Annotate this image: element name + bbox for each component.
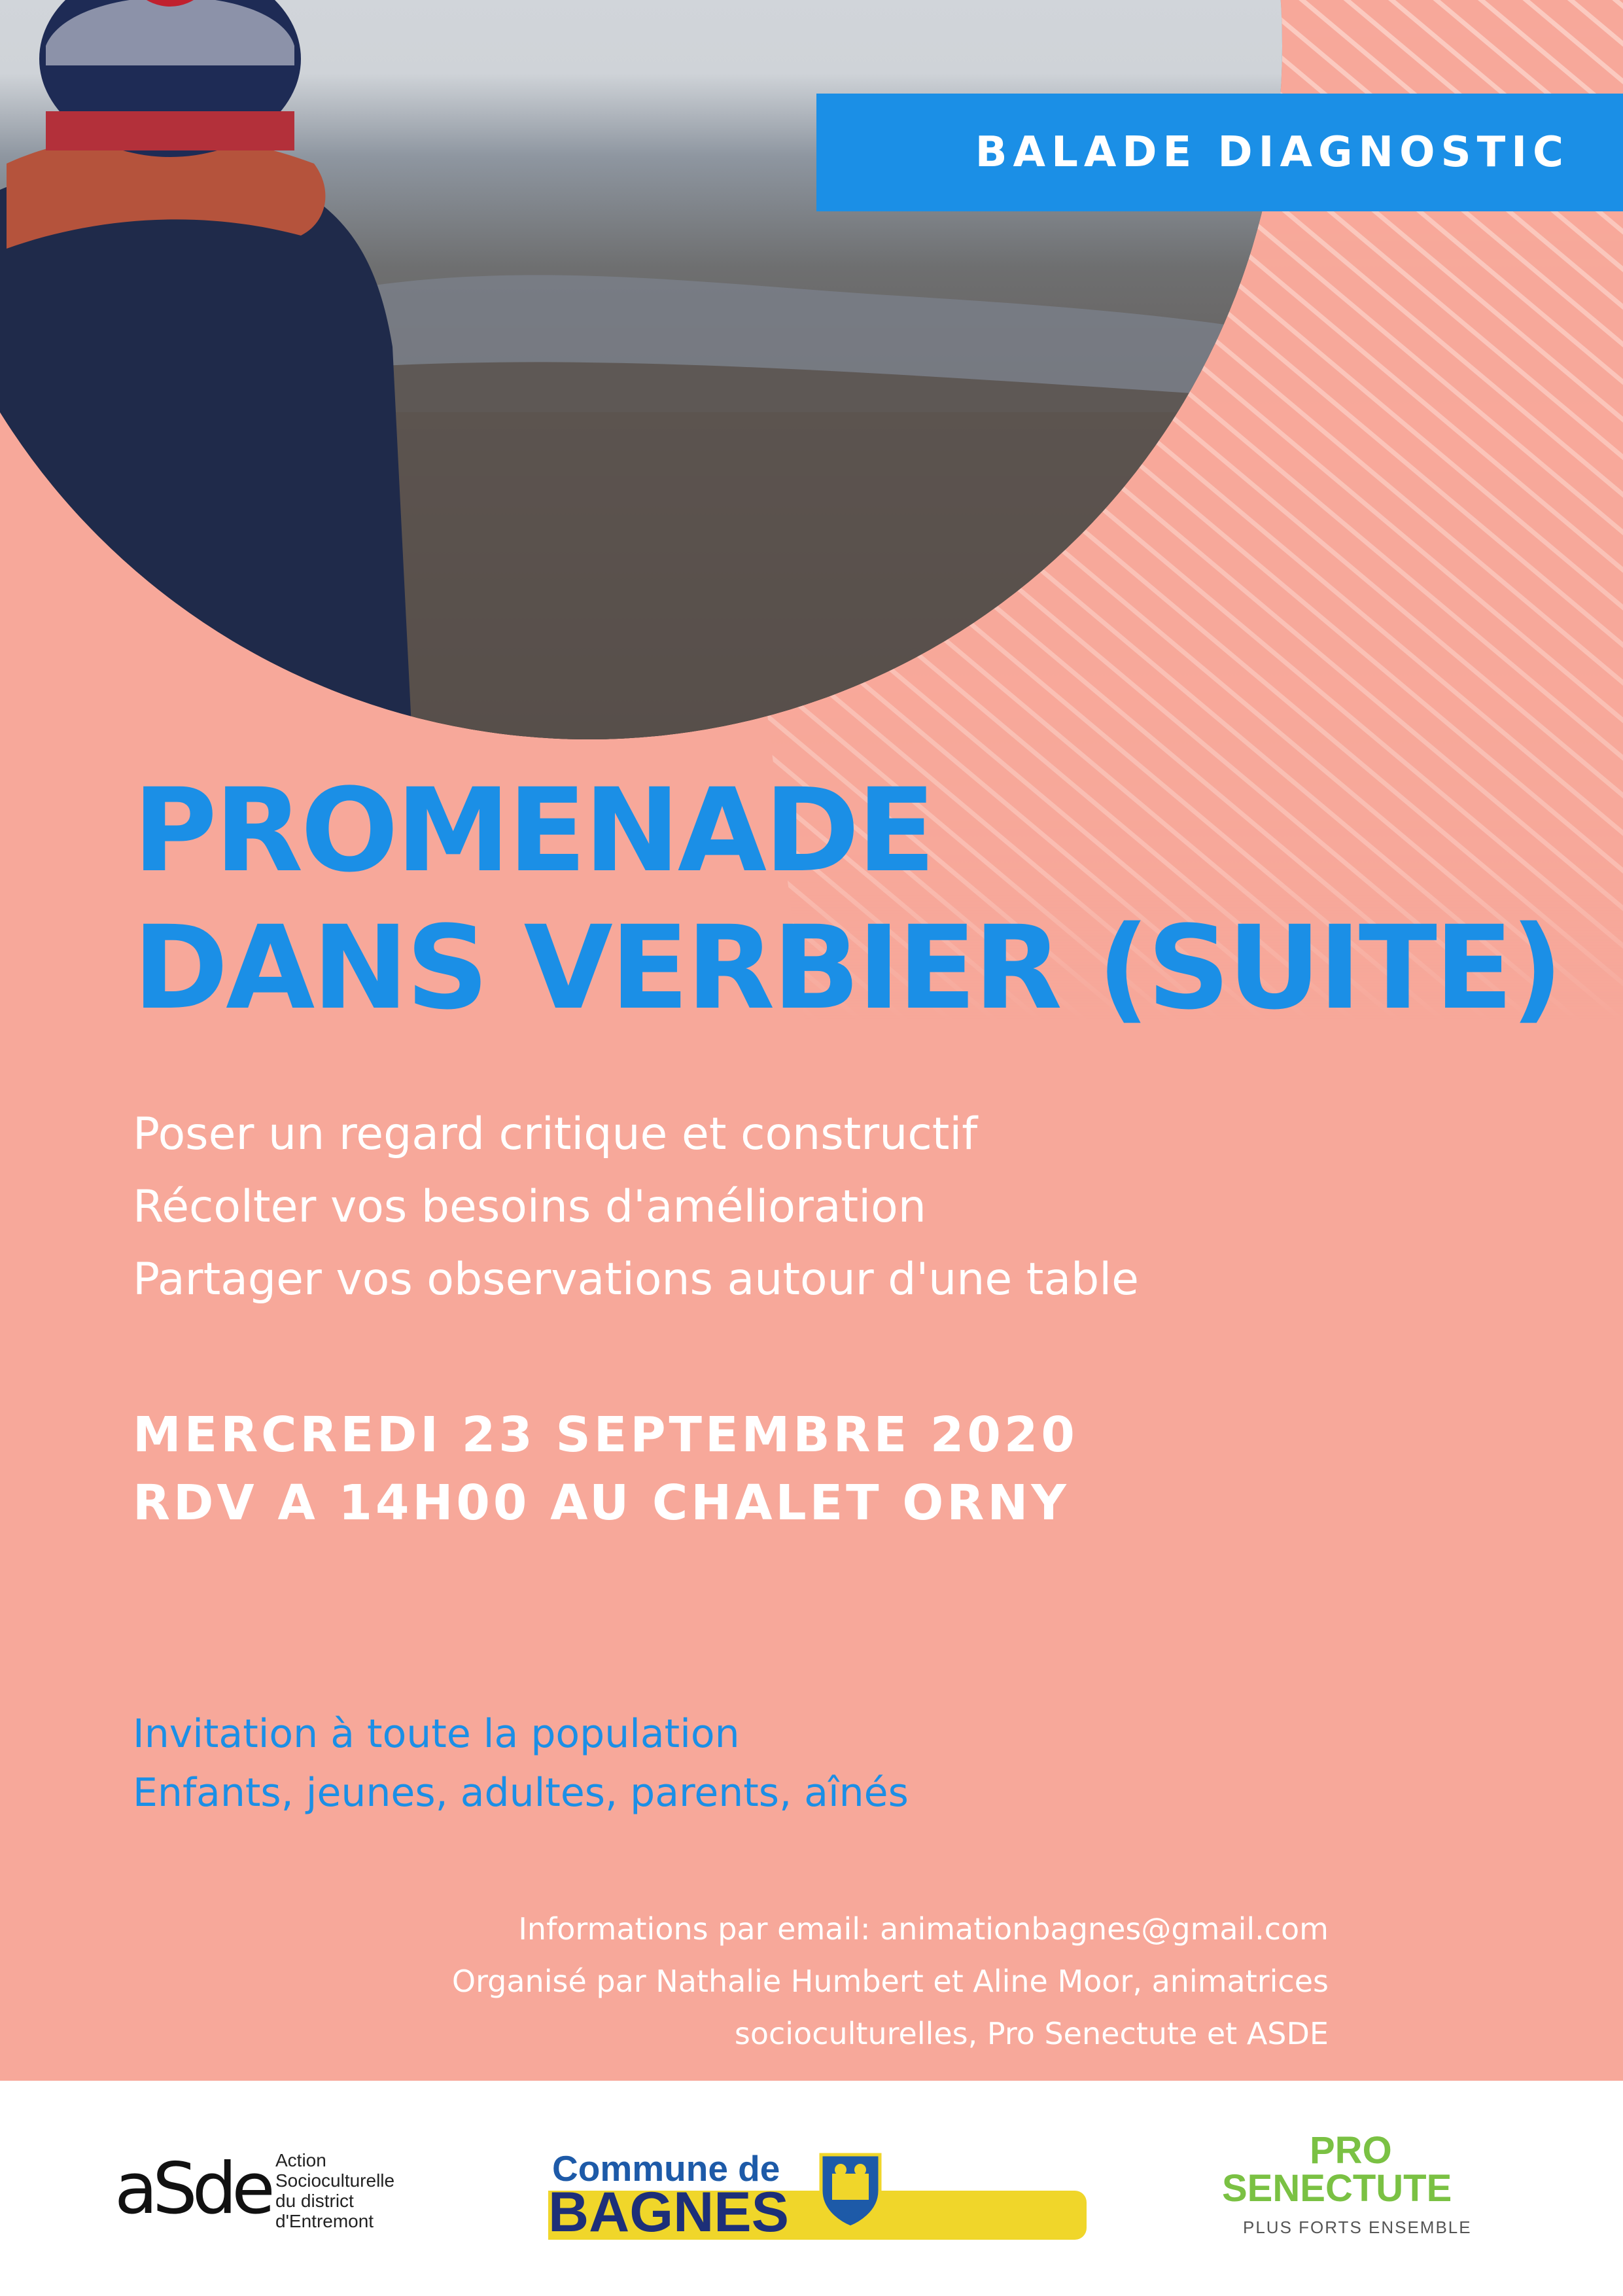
asde-logo-mark: aSde — [114, 2148, 270, 2230]
asde-text-line: d'Entremont — [275, 2211, 374, 2231]
page-title-line-1: PROMENADE — [133, 764, 934, 898]
pro-senectute-tagline: PLUS FORTS ENSEMBLE — [1243, 2217, 1472, 2237]
invitation-line: Invitation à toute la population — [133, 1711, 740, 1757]
asde-logo — [114, 2140, 409, 2238]
commune-bagnes-logo — [548, 2141, 1091, 2244]
goal-text: Poser un regard critique et constructif — [133, 1108, 978, 1160]
event-date: MERCREDI 23 SEPTEMBRE 2020 — [133, 1407, 1078, 1463]
asde-text-line: Socioculturelle — [275, 2170, 395, 2191]
asde-text-line: Action — [275, 2150, 326, 2170]
pro-senectute-line-1: PRO — [1310, 2129, 1392, 2172]
bagnes-logo-line-2: BAGNES — [548, 2181, 789, 2244]
audience-line: Enfants, jeunes, adultes, parents, aînés — [133, 1770, 909, 1816]
asde-text-line: du district — [275, 2191, 354, 2211]
pro-senectute-line-2: SENECTUTE — [1222, 2167, 1452, 2210]
page-title-line-2: DANS VERBIER (SUITE) — [133, 901, 1561, 1035]
goal-text: Récolter vos besoins d'amélioration — [133, 1181, 926, 1233]
bagnes-coat-of-arms-icon — [818, 2151, 883, 2230]
banner-label: BALADE DIAGNOSTIC — [975, 128, 1569, 177]
pro-senectute-logo — [1191, 2130, 1485, 2241]
event-meeting-point: RDV A 14H00 AU CHALET ORNY — [133, 1475, 1070, 1531]
bagnes-logo-line-1: Commune de — [552, 2148, 780, 2189]
organizer-line: socioculturelles, Pro Senectute et ASDE — [734, 2016, 1329, 2051]
goal-text: Partager vos observations autour d'une table — [133, 1254, 1140, 1305]
header-banner — [816, 94, 1623, 211]
asde-logo-text — [275, 2150, 394, 2231]
organizer-line: Organisé par Nathalie Humbert et Aline Moor, animatrices — [451, 1964, 1329, 1999]
contact-email-line: Informations par email: animationbagnes@gmail.com — [518, 1911, 1329, 1947]
